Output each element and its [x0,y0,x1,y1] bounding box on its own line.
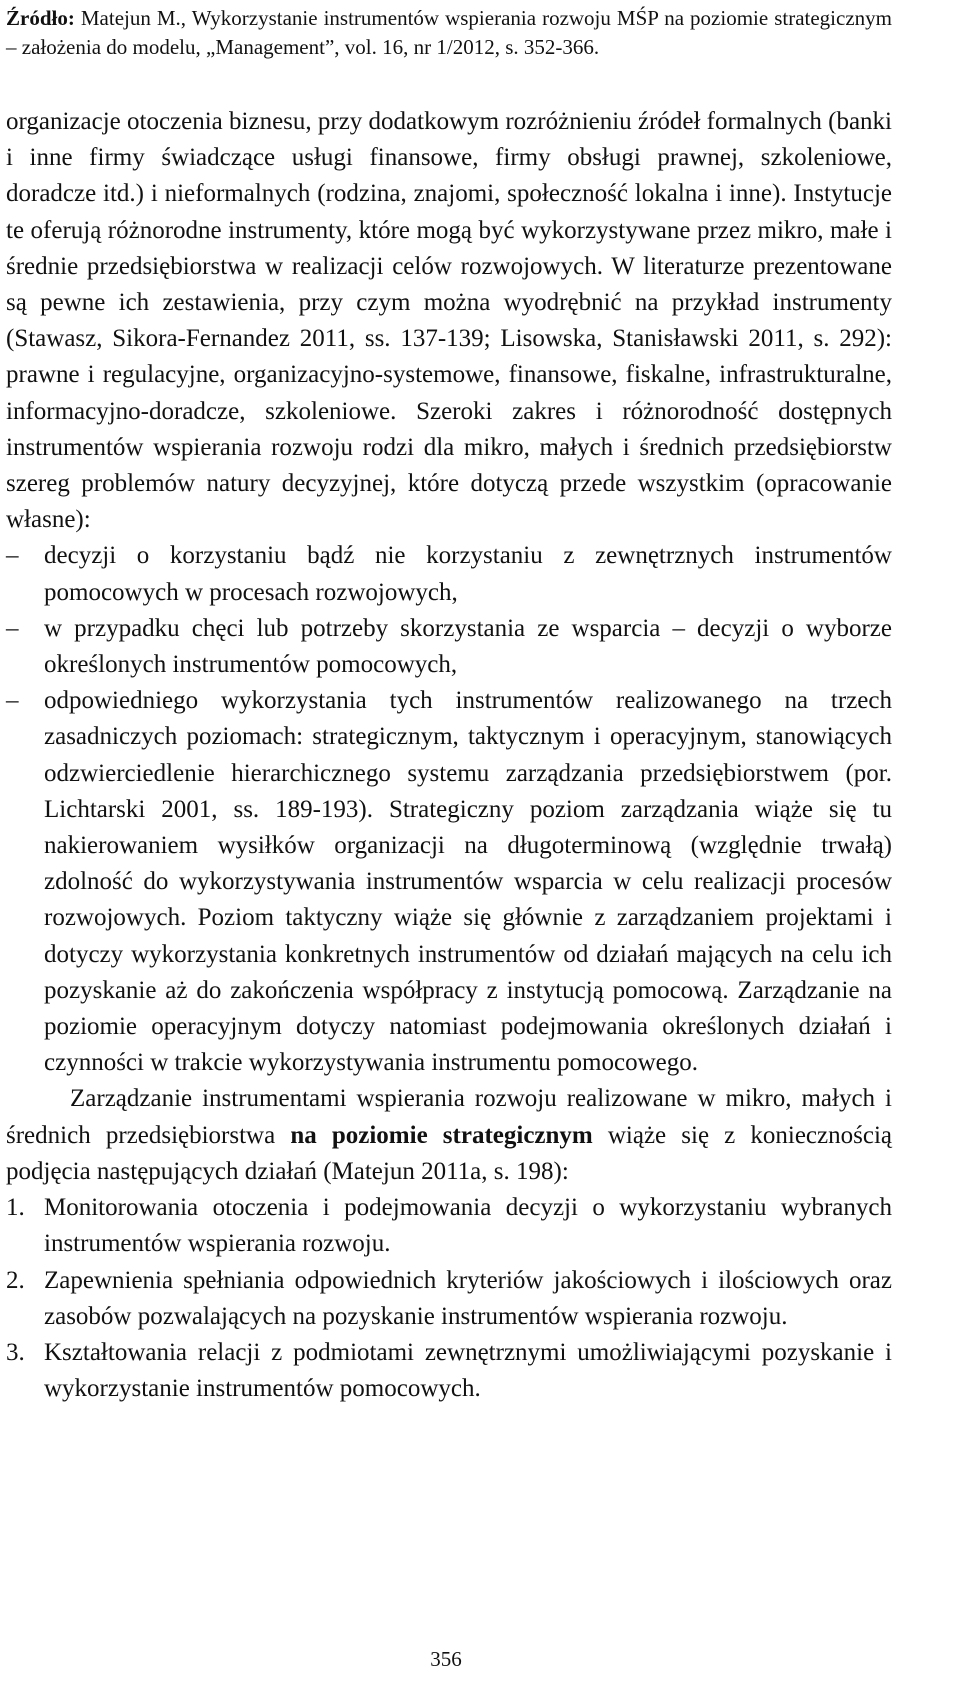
list-item-text: odpowiedniego wykorzystania tych instrumentów realizowanego na trzech zasadniczych poziomach: strategicznym, taktycznym i operacyjnym, stanowiących odzwierciedlenie hierarchicznego systemu zarządzania przedsiębiorstwem (por. Lichtarski 2001, ss. 189-193). Strategiczny poziom zarządzania wiąże się tu nakierowaniem wysiłków organizacji na długoterminową (względnie trwałą) zdolność do wykorzystywania instrumentów wsparcia w celu realizacji procesów rozwojowych. Poziom taktyczny wiąże się głównie z zarządzaniem projektami i dotyczy wykorzystania konkretnych instrumentów od działań mających na celu ich pozyskanie aż do zakończenia współpracy z instytucją pomocową. Zarządzanie na poziomie operacyjnym dotyczy natomiast podejmowania określonych działań i czynności w trakcie wykorzystywania instrumentu pomocowego. [44,687,892,1077]
source-label: Źródło: [6,6,75,30]
numbered-item-text: Kształtowania relacji z podmiotami zewnętrznymi umożliwiającymi pozyskanie i wykorzystanie instrumentów pomocowych. [44,1338,892,1403]
list-item-text: decyzji o korzystaniu bądź nie korzystaniu z zewnętrznych instrumentów pomocowych w procesach rozwojowych, [44,542,892,606]
document-page [6,0,892,1407]
strategic-level-paragraph [6,1081,892,1190]
item-number: 1. [6,1194,25,1222]
dash-marker: – [6,687,19,715]
numbered-item [6,1263,892,1335]
paragraph-text-end: wiąże się z koniecznością podjęcia następujących działań (Matejun 2011a, s. 198): [6,1121,892,1185]
numbered-item [6,1335,892,1407]
numbered-item-text: Zapewnienia spełniania odpowiednich kryteriów jakościowych i ilościowych oraz zasobów pozwalających na pozyskanie instrumentów wspierania rozwoju. [44,1266,892,1330]
item-number: 2. [6,1266,25,1294]
body-paragraph: organizacje otoczenia biznesu, przy dodatkowym rozróżnieniu źródeł formalnych (banki i inne firmy świadczące usługi finansowe, firmy obsługi prawnej, szkoleniowe, doradcze itd.) i nieformalnych (rodzina, znajomi, społeczność lokalna i inne). Instytucje te oferują różnorodne instrumenty, które mogą być wykorzystywane przez mikro, małe i średnie przedsiębiorstwa w realizacji celów rozwojowych. W literaturze prezentowane są pewne ich zestawienia, przy czym można wyodrębnić na przykład instrumenty (Stawasz, Sikora-Fernandez 2011, ss. 137-139; Lisowska, Stanisławski 2011, s. 292): prawne i regulacyjne, organizacyjno-systemowe, finansowe, fiskalne, infrastrukturalne, informacyjno-doradcze, szkoleniowe. Szeroki zakres i różnorodność dostępnych instrumentów wspierania rozwoju rodzi dla mikro, małych i średnich przedsiębiorstw szereg problemów natury decyzyjnej, które dotyczą przede wszystkim (opracowanie własne): [6,108,892,534]
list-item [6,683,892,1081]
list-item-text: w przypadku chęci lub potrzeby skorzystania ze wsparcia – decyzji o wyborze określonych instrumentów pomocowych, [44,614,892,679]
numbered-item-text: Monitorowania otoczenia i podejmowania decyzji o wykorzystaniu wybranych instrumentów wspierania rozwoju. [44,1194,892,1258]
dash-marker: – [6,614,19,642]
strategic-actions-list [6,1190,892,1407]
source-reference: Matejun M., Wykorzystanie instrumentów wspierania rozwoju MŚP na poziomie strategicznym – założenia do modelu, „Management”, vol. 16, nr 1/2012, s. 352-366. [6,6,892,59]
dash-marker: – [6,542,19,570]
page-number: 356 [430,1647,462,1671]
list-item [6,538,892,610]
numbered-item [6,1190,892,1262]
item-number: 3. [6,1338,25,1366]
source-citation [6,4,892,62]
decision-problems-list [6,538,892,1081]
list-item [6,611,892,683]
paragraph-text-start: Zarządzanie instrumentami wspierania rozwoju realizowane w mikro, małych i średnich przedsiębiorstwa [6,1085,892,1149]
emphasis-text: na poziomie strategicznym [290,1121,593,1149]
